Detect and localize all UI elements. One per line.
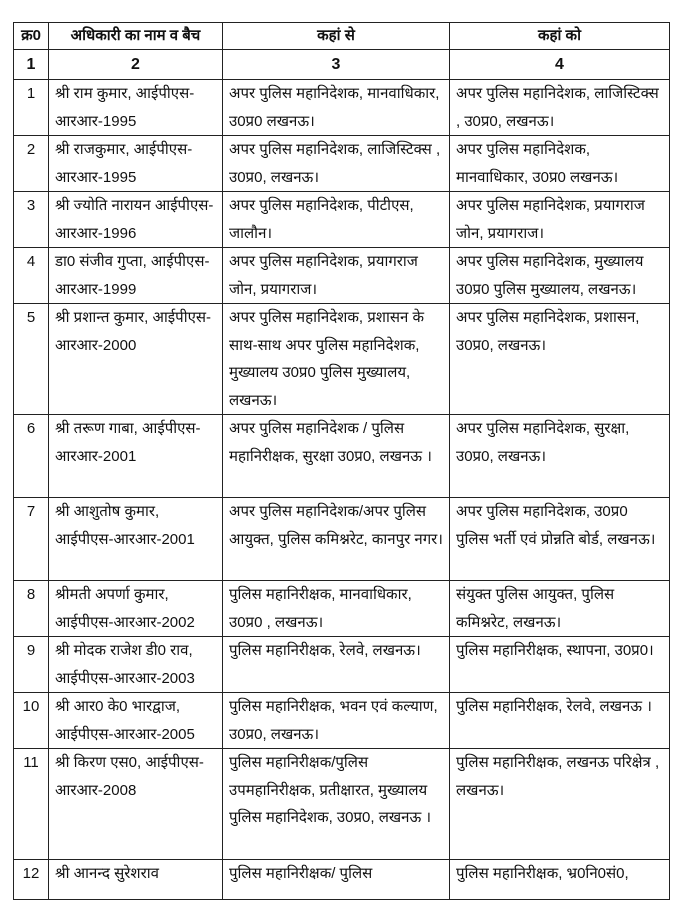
- table-row: [14, 415, 670, 498]
- table-row: [14, 304, 670, 415]
- cell-officer-name: श्री आनन्द सुरेशराव: [49, 860, 223, 900]
- cell-from: पुलिस महानिरीक्षक/पुलिस उपमहानिरीक्षक, प्रतीक्षारत, मुख्यालय पुलिस महानिदेशक, उ0प्र0, लखनऊ ।: [223, 749, 450, 860]
- cell-sno: 5: [14, 304, 49, 415]
- cell-officer-name: श्रीमती अपर्णा कुमार, आईपीएस-आरआर-2002: [49, 581, 223, 637]
- header-row: [14, 23, 670, 50]
- cell-officer-name: श्री किरण एस0, आईपीएस-आरआर-2008: [49, 749, 223, 860]
- table-row: [14, 498, 670, 581]
- table-row: [14, 248, 670, 304]
- cell-to: अपर पुलिस महानिदेशक, मानवाधिकार, उ0प्र0 लखनऊ।: [450, 136, 670, 192]
- cell-officer-name: श्री तरूण गाबा, आईपीएस-आरआर-2001: [49, 415, 223, 498]
- header-sno: क्र0: [14, 23, 49, 50]
- cell-officer-name: श्री प्रशान्त कुमार, आईपीएस-आरआर-2000: [49, 304, 223, 415]
- cell-from: अपर पुलिस महानिदेशक, मानवाधिकार, उ0प्र0 लखनऊ।: [223, 80, 450, 136]
- cell-from: अपर पुलिस महानिदेशक / पुलिस महानिरीक्षक, सुरक्षा उ0प्र0, लखनऊ ।: [223, 415, 450, 498]
- cell-officer-name: श्री मोदक राजेश डी0 राव, आईपीएस-आरआर-2003: [49, 637, 223, 693]
- cell-from: पुलिस महानिरीक्षक, भवन एवं कल्याण, उ0प्र0, लखनऊ।: [223, 693, 450, 749]
- cell-sno: 1: [14, 80, 49, 136]
- cell-to: अपर पुलिस महानिदेशक, मुख्यालय उ0प्र0 पुलिस मुख्यालय, लखनऊ।: [450, 248, 670, 304]
- cell-from: पुलिस महानिरीक्षक, रेलवे, लखनऊ।: [223, 637, 450, 693]
- cell-sno: 12: [14, 860, 49, 900]
- table-row: [14, 693, 670, 749]
- cell-to: अपर पुलिस महानिदेशक, उ0प्र0 पुलिस भर्ती एवं प्रोन्नति बोर्ड, लखनऊ।: [450, 498, 670, 581]
- header-to: कहां को: [450, 23, 670, 50]
- cell-from: अपर पुलिस महानिदेशक, पीटीएस, जालौन।: [223, 192, 450, 248]
- cell-from: पुलिस महानिरीक्षक/ पुलिस: [223, 860, 450, 900]
- cell-sno: 2: [14, 136, 49, 192]
- cell-from: पुलिस महानिरीक्षक, मानवाधिकार, उ0प्र0 , लखनऊ।: [223, 581, 450, 637]
- index-2: 2: [49, 50, 223, 80]
- index-3: 3: [223, 50, 450, 80]
- cell-officer-name: डा0 संजीव गुप्ता, आईपीएस-आरआर-1999: [49, 248, 223, 304]
- header-from: कहां से: [223, 23, 450, 50]
- cell-to: अपर पुलिस महानिदेशक, लाजिस्टिक्स , उ0प्र0, लखनऊ।: [450, 80, 670, 136]
- cell-to: पुलिस महानिरीक्षक, लखनऊ परिक्षेत्र , लखनऊ।: [450, 749, 670, 860]
- table-row: [14, 860, 670, 900]
- cell-officer-name: श्री आशुतोष कुमार, आईपीएस-आरआर-2001: [49, 498, 223, 581]
- cell-to: पुलिस महानिरीक्षक, रेलवे, लखनऊ ।: [450, 693, 670, 749]
- cell-to: संयुक्त पुलिस आयुक्त, पुलिस कमिश्नरेट, लखनऊ।: [450, 581, 670, 637]
- index-1: 1: [14, 50, 49, 80]
- table-row: [14, 581, 670, 637]
- header-name: अधिकारी का नाम व बैच: [49, 23, 223, 50]
- transfer-table: [13, 22, 670, 900]
- table-row: [14, 136, 670, 192]
- cell-officer-name: श्री राजकुमार, आईपीएस-आरआर-1995: [49, 136, 223, 192]
- cell-from: अपर पुलिस महानिदेशक/अपर पुलिस आयुक्त, पुलिस कमिश्नरेट, कानपुर नगर।: [223, 498, 450, 581]
- cell-from: अपर पुलिस महानिदेशक, प्रयागराज जोन, प्रयागराज।: [223, 248, 450, 304]
- cell-officer-name: श्री आर0 के0 भारद्वाज, आईपीएस-आरआर-2005: [49, 693, 223, 749]
- cell-sno: 9: [14, 637, 49, 693]
- cell-sno: 10: [14, 693, 49, 749]
- cell-sno: 11: [14, 749, 49, 860]
- cell-from: अपर पुलिस महानिदेशक, प्रशासन के साथ-साथ अपर पुलिस महानिदेशक, मुख्यालय उ0प्र0 पुलिस मुख्यालय, लखनऊ।: [223, 304, 450, 415]
- cell-sno: 6: [14, 415, 49, 498]
- table-row: [14, 80, 670, 136]
- cell-to: पुलिस महानिरीक्षक, स्थापना, उ0प्र0।: [450, 637, 670, 693]
- cell-to: पुलिस महानिरीक्षक, भ्र0नि0सं0,: [450, 860, 670, 900]
- cell-to: अपर पुलिस महानिदेशक, प्रयागराज जोन, प्रयागराज।: [450, 192, 670, 248]
- cell-to: अपर पुलिस महानिदेशक, सुरक्षा, उ0प्र0, लखनऊ।: [450, 415, 670, 498]
- table-row: [14, 637, 670, 693]
- cell-officer-name: श्री राम कुमार, आईपीएस-आरआर-1995: [49, 80, 223, 136]
- table-row: [14, 749, 670, 860]
- cell-sno: 7: [14, 498, 49, 581]
- cell-sno: 8: [14, 581, 49, 637]
- index-4: 4: [450, 50, 670, 80]
- cell-from: अपर पुलिस महानिदेशक, लाजिस्टिक्स , उ0प्र0, लखनऊ।: [223, 136, 450, 192]
- index-row: [14, 50, 670, 80]
- cell-sno: 4: [14, 248, 49, 304]
- cell-sno: 3: [14, 192, 49, 248]
- cell-to: अपर पुलिस महानिदेशक, प्रशासन, उ0प्र0, लखनऊ।: [450, 304, 670, 415]
- table-row: [14, 192, 670, 248]
- cell-officer-name: श्री ज्योति नारायन आईपीएस-आरआर-1996: [49, 192, 223, 248]
